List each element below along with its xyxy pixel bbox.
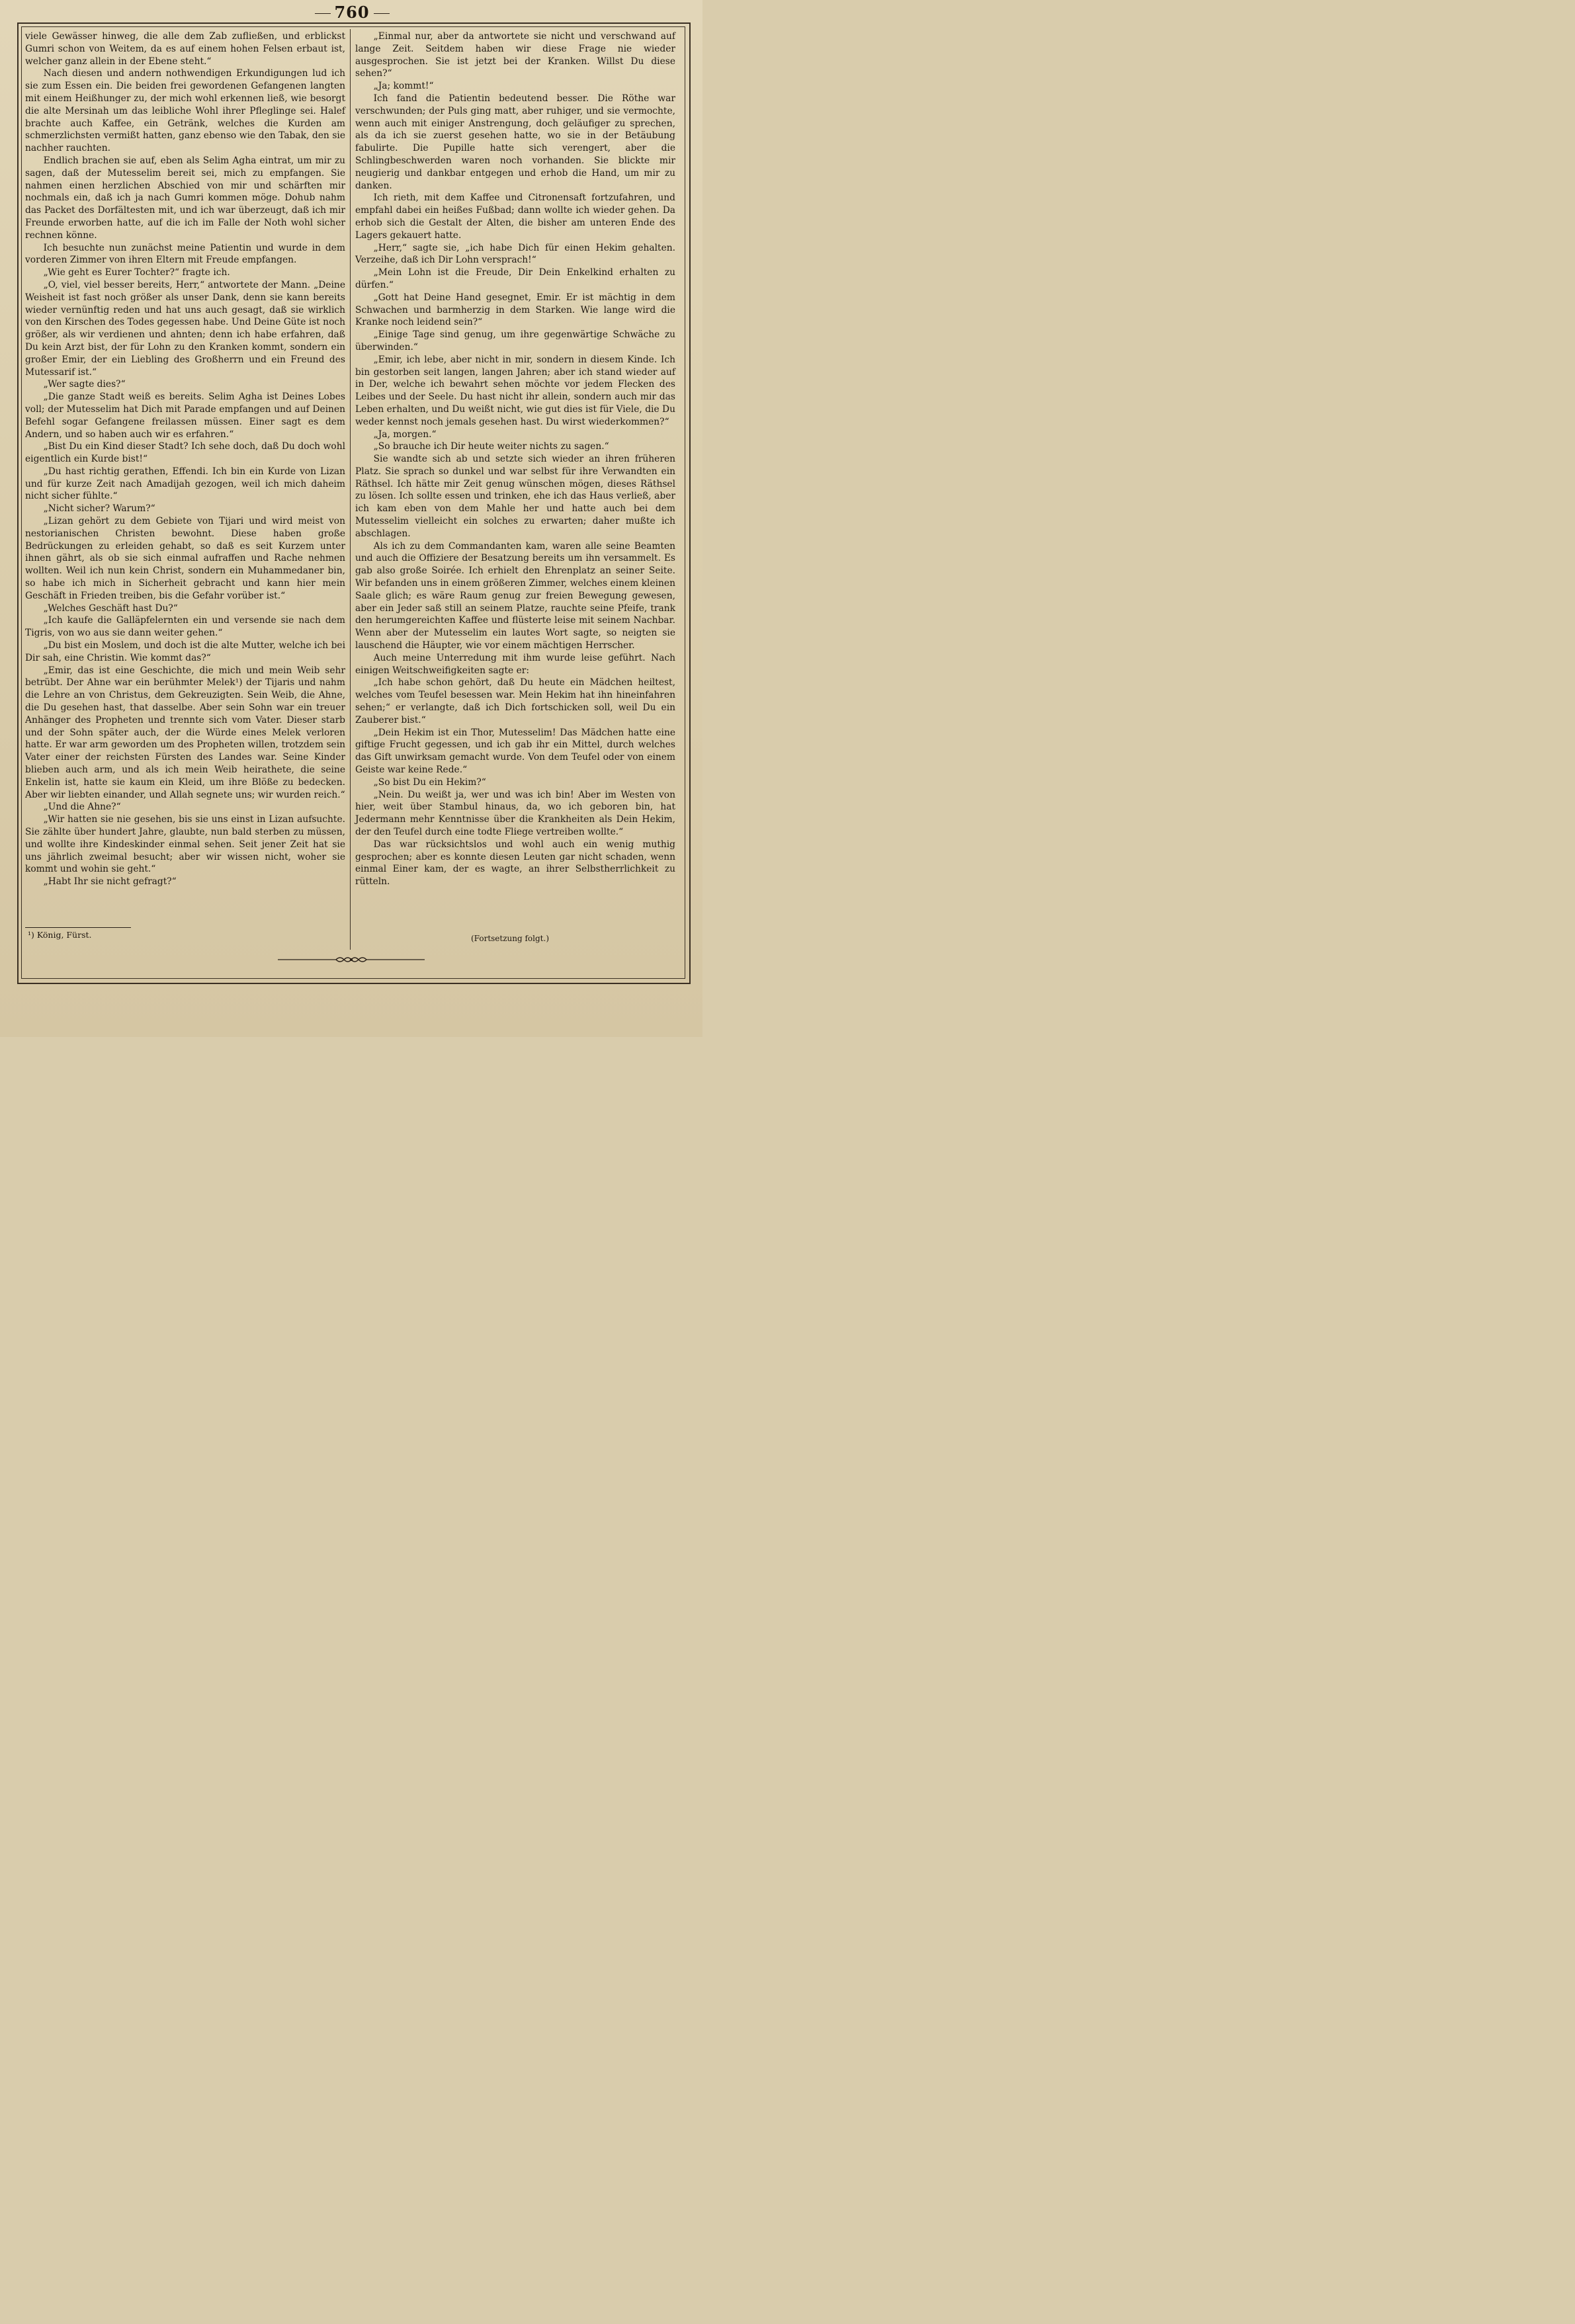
paragraph: Auch meine Unterredung mit ihm wurde leise geführt. Nach einigen Weitschweifigkeiten sagte er: [355, 652, 675, 676]
paragraph: Nach diesen und andern nothwendigen Erkundigungen lud ich sie zum Essen ein. Die beiden frei gewordenen Gefangenen langten mit einem Heißhunger zu, der mich wohl erkennen ließ, wie besorgt die alte Mersinah um das leibliche Wohl ihrer Pfleglinge sei. Halef brachte auch Kaffee, ein Getränk, welches die Kurden am schmerzlichsten vermißt hatten, ganz ebenso wie den Tabak, den sie nachher rauchten. [25, 68, 345, 154]
paragraph: „Nein. Du weißt ja, wer und was ich bin! Aber im Westen von hier, weit über Stambul hinaus, da, wo ich geboren bin, hat Jedermann mehr Kenntnisse über die Krankheiten als Dein Hekim, der den Teufel durch eine todte Fliege vertreiben wollte.“ [355, 789, 675, 837]
paragraph: „Dein Hekim ist ein Thor, Mutesselim! Das Mädchen hatte eine giftige Frucht gegessen, und ich gab ihr ein Mittel, durch welches das Gift unwirksam gemacht wurde. Von dem Teufel oder von einem Geiste war keine Rede.“ [355, 727, 675, 776]
paragraph: „Emir, ich lebe, aber nicht in mir, sondern in diesem Kinde. Ich bin gestorben seit langen, langen Jahren; aber ich stand wieder auf in Der, welche ich bewahrt sehen möchte vor jedem Flecken des Leibes und der Seele. Du hast nicht ihr allein, sondern auch mir das Leben erhalten, und Du weißt nicht, wie gut dies ist für Viele, die Du weder kennst noch jemals gesehen hast. Du wirst wiederkommen?“ [355, 354, 675, 427]
paragraph: Das war rücksichtslos und wohl auch ein wenig muthig gesprochen; aber es konnte diesen Leuten gar nicht schaden, wenn einmal Einer kam, der es wagte, an ihrer Selbstherrlichkeit zu rütteln. [355, 839, 675, 888]
paragraph: „Ich kaufe die Galläpfelernten ein und versende sie nach dem Tigris, von wo aus sie dann weiter gehen.“ [25, 615, 345, 639]
footnote-rule [25, 927, 131, 928]
paragraph: „Ja, morgen.“ [373, 429, 437, 440]
paragraph: Ich besuchte nun zunächst meine Patientin und wurde in dem vorderen Zimmer von ihren Eltern mit Freude empfangen. [25, 242, 345, 266]
continuation-note: (Fortsetzung folgt.) [471, 934, 549, 943]
paragraph: „Bist Du ein Kind dieser Stadt? Ich sehe doch, daß Du doch wohl eigentlich ein Kurde bist!“ [25, 441, 345, 465]
paragraph: „Wer sagte dies?“ [43, 379, 126, 390]
paragraph: „So bist Du ein Hekim?“ [373, 776, 486, 788]
paragraph: Ich rieth, mit dem Kaffee und Citronensaft fortzufahren, und empfahl dabei ein heißes Fußbad; dann wollte ich wieder gehen. Da erhob sich die Gestalt der Alten, die bisher am unteren Ende des Lagers gekauert hatte. [355, 192, 675, 241]
paragraph: „Habt Ihr sie nicht gefragt?“ [43, 876, 177, 888]
left-column [25, 30, 345, 888]
end-ornament [278, 954, 425, 965]
paragraph: Ich fand die Patientin bedeutend besser. Die Röthe war verschwunden; der Puls ging matt, aber ruhiger, und sie vermochte, wenn auch mit einiger Anstrengung, doch geläufiger zu sprechen, als da ich sie zuerst gesehen hatte, wo sie in der Betäubung fabulirte. Die Pupille hatte sich verengert, aber die Schlingbeschwerden waren noch vorhanden. Sie blickte mir neugierig und dankbar entgegen und erhob die Hand, um mir zu danken. [355, 93, 675, 191]
paragraph: „Du bist ein Moslem, und doch ist die alte Mutter, welche ich bei Dir sah, eine Christin. Wie kommt das?“ [25, 640, 345, 663]
paragraph: „Wir hatten sie nie gesehen, bis sie uns einst in Lizan aufsuchte. Sie zählte über hundert Jahre, glaubte, nun bald sterben zu müssen, und wollte ihre Kindeskinder einmal sehen. Seit jener Zeit hat sie uns jährlich zweimal besucht; aber wir wissen nicht, woher sie kommt und wohin sie geht.“ [25, 814, 345, 875]
paragraph: „Einige Tage sind genug, um ihre gegenwärtige Schwäche zu überwinden.“ [355, 329, 675, 353]
paragraph: „Herr,“ sagte sie, „ich habe Dich für einen Hekim gehalten. Verzeihe, daß ich Dir Lohn versprach!“ [355, 242, 675, 266]
paragraph: viele Gewässer hinweg, die alle dem Zab zufließen, und erblickst Gumri schon von Weitem, da es auf einem hohen Felsen erbaut ist, welcher ganz allein in der Ebene steht.“ [25, 31, 345, 67]
paragraph: „Gott hat Deine Hand gesegnet, Emir. Er ist mächtig in dem Schwachen und barmherzig in dem Starken. Wie lange wird die Kranke noch leidend sein?“ [355, 292, 675, 328]
paragraph: „Nicht sicher? Warum?“ [43, 503, 155, 515]
paragraph: „Wie geht es Eurer Tochter?“ fragte ich. [43, 267, 230, 278]
paragraph: „Mein Lohn ist die Freude, Dir Dein Enkelkind erhalten zu dürfen.“ [355, 267, 675, 290]
paragraph: „Die ganze Stadt weiß es bereits. Selim Agha ist Deines Lobes voll; der Mutesselim hat Dich mit Parade empfangen und auf Deinen Befehl sogar Gefangene freilassen müssen. Einer sagt es dem Andern, und so haben auch wir es erfahren.“ [25, 392, 345, 440]
paragraph: „So brauche ich Dir heute weiter nichts zu sagen.“ [373, 441, 609, 452]
paragraph: „Du hast richtig gerathen, Effendi. Ich bin ein Kurde von Lizan und für kurze Zeit nach Amadijah gezogen, weil ich mich daheim nicht sicher fühlte.“ [25, 466, 345, 502]
paragraph: „Ich habe schon gehört, daß Du heute ein Mädchen heiltest, welches vom Teufel besessen war. Mein Hekim hat ihn hineinfahren sehen;“ er verlangte, daß ich Dich fortschicken soll, weil Du ein Zauberer bist.“ [355, 677, 675, 726]
column-divider [350, 29, 351, 950]
paragraph: „Und die Ahne?“ [43, 802, 121, 813]
paragraph: Als ich zu dem Commandanten kam, waren alle seine Beamten und auch die Offiziere der Besatzung bereits um ihn versammelt. Es gab also große Soirée. Ich erhielt den Ehrenplatz an seiner Seite. Wir befanden uns in einem größeren Zimmer, welches einem kleinen Saale glich; es wäre Raum genug zur freien Bewegung gewesen, aber ein Jeder saß still an seinem Platze, rauchte seine Pfeife, trank den herumgereichten Kaffee und flüsterte leise mit seinem Nachbar. Wenn aber der Mutesselim ein lautes Wort sagte, so neigten sie lauschend die Häupter, wie vor einem mächtigen Herrscher. [355, 540, 675, 651]
newspaper-page [0, 0, 702, 1037]
right-column [355, 30, 675, 888]
header-dash-right [374, 13, 390, 14]
paragraph: „Einmal nur, aber da antwortete sie nicht und verschwand auf lange Zeit. Seitdem haben wir diese Frage nie wieder ausgesprochen. Sie ist jetzt bei der Kranken. Willst Du diese sehen?“ [355, 31, 675, 79]
paragraph: Endlich brachen sie auf, eben als Selim Agha eintrat, um mir zu sagen, daß der Mutesselim bereit sei, mich zu empfangen. Sie nahmen einen herzlichen Abschied von mir und schärften mir nochmals ein, daß ich ja nach Gumri kommen möge. Dohub nahm das Packet des Dorfältesten mit, und ich war überzeugt, daß ich mir Freunde erworben hatte, auf die ich im Falle der Noth wohl sicher rechnen könne. [25, 155, 345, 241]
header-dash-left [315, 13, 331, 14]
paragraph: „Welches Geschäft hast Du?“ [43, 602, 178, 614]
paragraph: „Emir, das ist eine Geschichte, die mich und mein Weib sehr betrübt. Der Ahne war ein berühmter Melek¹) der Tijaris und nahm die Lehre an von Christus, dem Gekreuzigten. Sein Weib, die Ahne, die Du gesehen hast, that dasselbe. Aber sein Sohn war ein treuer Anhänger des Propheten und trennte sich vom Vater. Dieser starb und der Sohn später auch, der die Würde eines Melek verloren hatte. Er war arm geworden um des Propheten willen, trotzdem sein Vater einer der reichsten Fürsten des Landes war. Seine Kinder blieben auch arm, und als ich mein Weib heirathete, die seine Enkelin ist, hatte sie kaum ein Kleid, um ihre Blöße zu bedecken. Aber wir liebten einander, und Allah segnete uns; wir wurden reich.“ [25, 665, 345, 800]
paragraph: „Ja; kommt!“ [373, 81, 434, 92]
footnote: ¹) König, Fürst. [28, 930, 92, 940]
paragraph: „O, viel, viel besser bereits, Herr,“ antwortete der Mann. „Deine Weisheit ist fast noch größer als unser Dank, denn sie kann bereits wieder vernünftig reden und hat uns auch gesagt, daß sie wirklich von den Kirschen des Todes gegessen habe. Und Deine Güte ist noch größer, als wir verdienen und ahnten; denn ich habe erfahren, daß Du kein Arzt bist, der für Lohn zu den Kranken kommt, sondern ein großer Emir, der ein Liebling des Großherrn und ein Freund des Mutessarif ist.“ [25, 279, 345, 378]
paragraph: „Lizan gehört zu dem Gebiete von Tijari und wird meist von nestorianischen Christen bewohnt. Diese haben große Bedrückungen zu erleiden gehabt, so daß es seit Kurzem unter ihnen gährt, als ob sie sich einmal aufraffen und Rache nehmen wollten. Weil ich nun kein Christ, sondern ein Muhammedaner bin, so habe ich mich in Sicherheit gebracht und kann hier mein Geschäft in Frieden treiben, bis die Gefahr vorüber ist.“ [25, 516, 345, 601]
paragraph: Sie wandte sich ab und setzte sich wieder an ihren früheren Platz. Sie sprach so dunkel und war selbst für ihre Verwandten ein Räthsel. Ich hätte mir Zeit genug wünschen mögen, dieses Räthsel zu lösen. Ich sollte essen und trinken, ehe ich das Haus verließ, aber ich kam eben von dem Mahle her und hatte auch bei dem Mutesselim vielleicht ein solches zu erwarten; daher mußte ich abschlagen. [355, 454, 675, 539]
page-number: 760 [334, 3, 370, 22]
